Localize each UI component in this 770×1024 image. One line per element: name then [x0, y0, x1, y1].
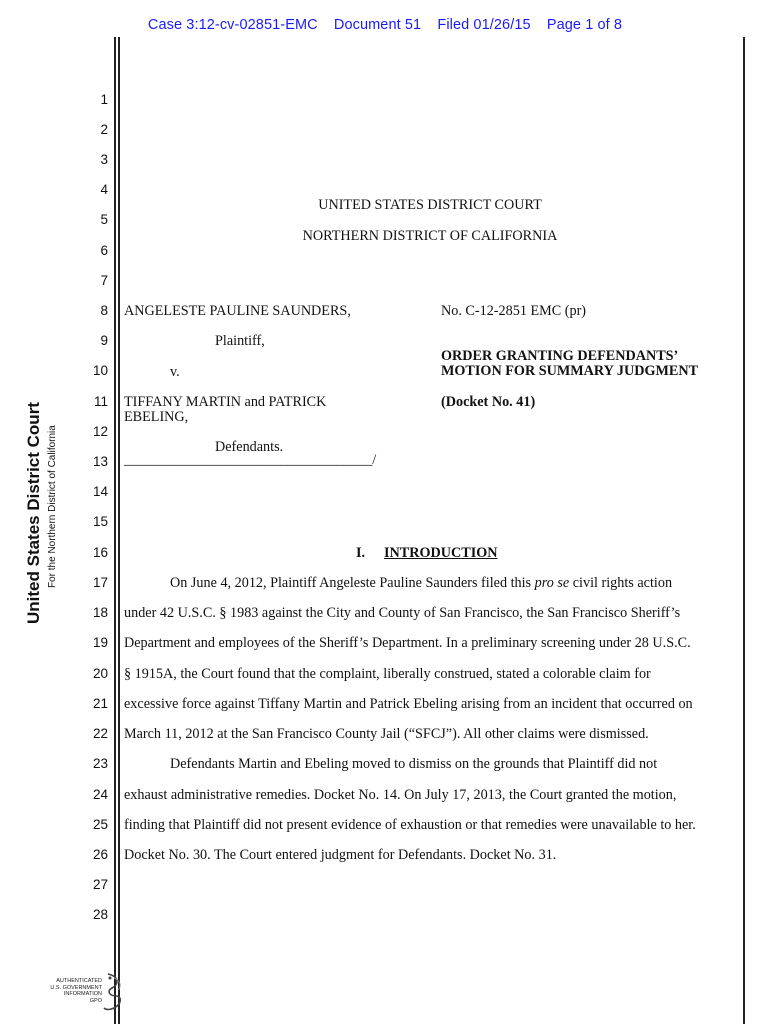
versus: v. [170, 364, 180, 380]
section-number: I. [356, 545, 366, 561]
line-number: 11 [93, 394, 108, 409]
line-number: 5 [100, 212, 108, 227]
sidebar-district: For the Northern District of California [47, 425, 58, 588]
case-header [0, 17, 770, 33]
body-line-19: Department and employees of the Sheriff’s Department. In a preliminary screening under 28 U.S.C. [124, 635, 691, 651]
defendants-name-line1: TIFFANY MARTIN and PATRICK [124, 394, 327, 410]
gpo-authentication-logo [44, 972, 126, 1012]
line-number: 26 [92, 847, 108, 862]
line-number: 3 [100, 152, 108, 167]
page-indicator: Page 1 of 8 [546, 17, 623, 33]
section-title: INTRODUCTION [384, 545, 498, 561]
line-number: 18 [92, 605, 108, 620]
line-number: 10 [92, 363, 108, 378]
gpo-logo-line: AUTHENTICATED [56, 978, 102, 984]
line-number: 28 [92, 907, 108, 922]
body-line-21: excessive force against Tiffany Martin and Patrick Ebeling arising from an incident that occurred on [124, 696, 693, 712]
case-number: Case 3:12-cv-02851-EMC [147, 17, 318, 33]
body-text: On June 4, 2012, Plaintiff Angeleste Pauline Saunders filed this [170, 575, 535, 591]
order-title-line2: MOTION FOR SUMMARY JUDGMENT [441, 363, 699, 379]
line-number: 13 [92, 454, 108, 469]
body-line-22: March 11, 2012 at the San Francisco County Jail (“SFCJ”). All other claims were dismissed. [124, 726, 649, 742]
body-line-23: Defendants Martin and Ebeling moved to dismiss on the grounds that Plaintiff did not [170, 756, 658, 772]
document-number: Document 51 [333, 17, 422, 33]
line-number: 25 [92, 817, 108, 832]
left-margin-rule-outer [114, 37, 116, 1024]
right-margin-rule [743, 37, 745, 1024]
line-number: 4 [100, 182, 108, 197]
defendants-name-line2: EBELING, [124, 409, 189, 425]
sidebar-court-name: United States District Court [24, 402, 43, 624]
gpo-logo-line: INFORMATION [63, 991, 102, 997]
line-number: 22 [92, 726, 108, 741]
line-number: 24 [92, 787, 108, 802]
body-line-17 [124, 575, 770, 592]
body-line-24: exhaust administrative remedies. Docket No. 14. On July 17, 2013, the Court granted the motion, [124, 787, 677, 803]
line-number: 16 [92, 545, 108, 560]
line-number: 14 [92, 484, 108, 499]
caption-signature-line: ___________________________________/ [124, 452, 377, 468]
body-line-26: Docket No. 30. The Court entered judgment for Defendants. Docket No. 31. [124, 847, 557, 863]
plaintiff-label: Plaintiff, [215, 333, 265, 349]
line-number: 6 [100, 243, 108, 258]
court-name: UNITED STATES DISTRICT COURT [318, 197, 542, 213]
left-margin-rule-inner [118, 37, 120, 1024]
docket-reference: (Docket No. 41) [441, 394, 536, 410]
line-number: 7 [100, 273, 108, 288]
filed-date: Filed 01/26/15 [437, 17, 531, 33]
line-number: 8 [100, 303, 108, 318]
gpo-eagle-icon [102, 972, 126, 1012]
plaintiff-name: ANGELESTE PAULINE SAUNDERS, [124, 303, 351, 319]
gpo-logo-line: GPO [89, 997, 102, 1004]
line-number: 20 [92, 666, 108, 681]
body-text: civil rights action [569, 575, 673, 591]
line-number: 17 [92, 575, 108, 590]
defendants-label: Defendants. [215, 439, 284, 455]
body-line-20: § 1915A, the Court found that the complaint, liberally construed, stated a colorable claim for [124, 666, 651, 682]
line-number: 9 [100, 333, 108, 348]
line-number: 15 [92, 514, 108, 529]
line-number: 1 [100, 92, 108, 107]
body-line-25: finding that Plaintiff did not present evidence of exhaustion or that remedies were unavailable to her. [124, 817, 696, 833]
line-number: 19 [92, 635, 108, 650]
body-text-italic: pro se [534, 575, 570, 591]
line-number: 2 [100, 122, 108, 137]
line-number: 27 [92, 877, 108, 892]
body-line-18: under 42 U.S.C. § 1983 against the City and County of San Francisco, the San Francisco Sheriff’s [124, 605, 681, 621]
line-number: 12 [92, 424, 108, 439]
gpo-logo-line: U.S. GOVERNMENT [50, 984, 102, 991]
case-no: No. C-12-2851 EMC (pr) [441, 303, 587, 319]
line-number: 21 [92, 696, 108, 711]
gpo-logo-text [44, 978, 102, 1004]
court-district: NORTHERN DISTRICT OF CALIFORNIA [302, 228, 558, 244]
order-title-line1: ORDER GRANTING DEFENDANTS’ [441, 348, 679, 364]
line-number: 23 [92, 756, 108, 771]
